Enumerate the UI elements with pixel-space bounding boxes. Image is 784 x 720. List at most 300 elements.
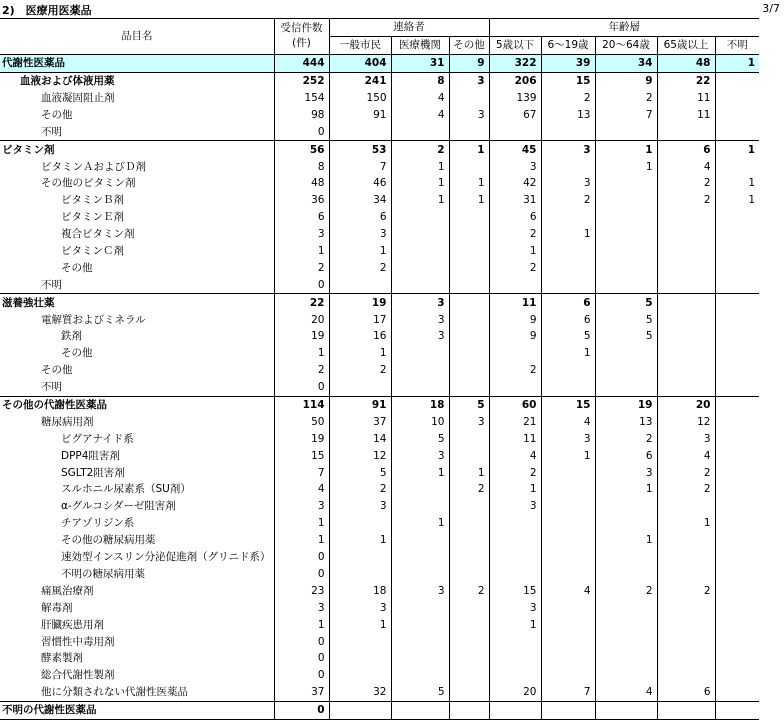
cell-age-under5 xyxy=(489,345,541,362)
cell-age-6-19 xyxy=(541,379,595,396)
cell-general-public: 12 xyxy=(329,447,391,464)
cell-medical-institution xyxy=(391,243,449,260)
row-label: その他のビタミン剤 xyxy=(41,177,136,190)
cell-age-65-plus: 3 xyxy=(657,430,715,447)
cell-contact-other xyxy=(449,243,489,260)
cell-contact-other xyxy=(449,532,489,549)
cell-general-public xyxy=(329,123,391,140)
row-label: 肝臓疾患用剤 xyxy=(41,618,104,631)
cell-age-20-64: 1 xyxy=(595,158,657,175)
cell-medical-institution xyxy=(391,667,449,684)
cell-contact-other xyxy=(449,447,489,464)
cell-general-public xyxy=(329,566,391,583)
cell-age-65-plus xyxy=(657,566,715,583)
cell-age-20-64 xyxy=(595,276,657,293)
cell-age-6-19: 13 xyxy=(541,106,595,123)
cell-age-under5: 21 xyxy=(489,413,541,430)
cell-age-20-64 xyxy=(595,345,657,362)
cell-age-under5 xyxy=(489,566,541,583)
cell-contact-other xyxy=(449,226,489,243)
cell-age-20-64: 5 xyxy=(595,328,657,345)
row-label: 総合代謝性製剤 xyxy=(41,669,115,682)
table-row xyxy=(0,464,759,481)
cell-age-under5: 11 xyxy=(489,430,541,447)
cell-general-public: 1 xyxy=(329,532,391,549)
cell-general-public: 404 xyxy=(329,54,391,72)
cell-age-65-plus xyxy=(657,379,715,396)
cell-age-unknown xyxy=(715,599,759,616)
row-label: ビタミンＢ剤 xyxy=(61,194,124,207)
cell-age-20-64 xyxy=(595,549,657,566)
cell-received: 2 xyxy=(274,362,329,379)
col-header-age-65-plus: 65歳以上 xyxy=(657,36,715,54)
cell-general-public: 37 xyxy=(329,413,391,430)
cell-general-public: 1 xyxy=(329,243,391,260)
row-label: その他の糖尿病用薬 xyxy=(61,534,156,547)
cell-age-under5: 42 xyxy=(489,175,541,192)
cell-age-under5: 15 xyxy=(489,582,541,599)
cell-age-65-plus: 2 xyxy=(657,481,715,498)
cell-age-under5 xyxy=(489,515,541,532)
cell-age-6-19 xyxy=(541,667,595,684)
cell-medical-institution xyxy=(391,566,449,583)
cell-received: 252 xyxy=(274,72,329,89)
cell-medical-institution: 5 xyxy=(391,430,449,447)
cell-age-20-64: 2 xyxy=(595,582,657,599)
cell-age-unknown xyxy=(715,362,759,379)
col-header-age-under5: 5歳以下 xyxy=(489,36,541,54)
table-row xyxy=(0,701,759,719)
cell-medical-institution xyxy=(391,599,449,616)
row-label: 代謝性医薬品 xyxy=(0,54,274,72)
cell-contact-other xyxy=(449,566,489,583)
col-header-medical-institution: 医療機関 xyxy=(391,36,449,54)
cell-age-under5 xyxy=(489,650,541,667)
cell-contact-other xyxy=(449,276,489,293)
cell-contact-other: 3 xyxy=(449,413,489,430)
cell-age-unknown xyxy=(715,701,759,719)
cell-age-unknown xyxy=(715,379,759,396)
cell-general-public: 5 xyxy=(329,464,391,481)
cell-age-6-19: 2 xyxy=(541,90,595,107)
cell-contact-other: 5 xyxy=(449,396,489,413)
cell-age-unknown xyxy=(715,498,759,515)
cell-age-under5: 2 xyxy=(489,226,541,243)
cell-age-6-19 xyxy=(541,276,595,293)
cell-age-20-64 xyxy=(595,566,657,583)
cell-age-65-plus: 2 xyxy=(657,192,715,209)
row-label: DPP4阻害剤 xyxy=(61,449,120,462)
cell-contact-other xyxy=(449,430,489,447)
cell-age-unknown xyxy=(715,106,759,123)
col-header-age-unknown: 不明 xyxy=(715,36,759,54)
cell-general-public: 16 xyxy=(329,328,391,345)
cell-age-under5: 9 xyxy=(489,311,541,328)
cell-age-6-19 xyxy=(541,633,595,650)
table-row xyxy=(0,72,759,89)
row-label: 糖尿病用剤 xyxy=(41,415,94,428)
cell-contact-other xyxy=(449,362,489,379)
cell-age-65-plus xyxy=(657,362,715,379)
row-label: ビグアナイド系 xyxy=(61,432,134,445)
table-row xyxy=(0,599,759,616)
cell-received: 48 xyxy=(274,175,329,192)
cell-age-under5: 3 xyxy=(489,158,541,175)
cell-age-6-19 xyxy=(541,259,595,276)
col-header-general-public: 一般市民 xyxy=(329,36,391,54)
cell-medical-institution: 1 xyxy=(391,192,449,209)
cell-age-under5: 6 xyxy=(489,209,541,226)
cell-general-public xyxy=(329,667,391,684)
cell-medical-institution: 3 xyxy=(391,328,449,345)
cell-age-65-plus xyxy=(657,276,715,293)
cell-received: 15 xyxy=(274,447,329,464)
cell-medical-institution: 31 xyxy=(391,54,449,72)
cell-medical-institution xyxy=(391,650,449,667)
cell-received: 3 xyxy=(274,498,329,515)
cell-age-65-plus xyxy=(657,123,715,140)
table-row xyxy=(0,123,759,140)
cell-contact-other: 1 xyxy=(449,192,489,209)
cell-general-public: 3 xyxy=(329,498,391,515)
cell-age-20-64 xyxy=(595,226,657,243)
cell-general-public xyxy=(329,701,391,719)
cell-contact-other xyxy=(449,667,489,684)
cell-age-unknown xyxy=(715,345,759,362)
cell-age-6-19: 4 xyxy=(541,582,595,599)
cell-medical-institution xyxy=(391,498,449,515)
cell-age-20-64: 34 xyxy=(595,54,657,72)
report-header xyxy=(0,0,784,18)
cell-age-65-plus: 2 xyxy=(657,175,715,192)
cell-medical-institution xyxy=(391,481,449,498)
cell-age-20-64 xyxy=(595,515,657,532)
cell-age-unknown xyxy=(715,464,759,481)
cell-age-unknown xyxy=(715,616,759,633)
cell-age-unknown xyxy=(715,226,759,243)
cell-age-unknown xyxy=(715,633,759,650)
table-row xyxy=(0,209,759,226)
cell-received: 0 xyxy=(274,701,329,719)
cell-age-under5 xyxy=(489,701,541,719)
cell-general-public: 19 xyxy=(329,294,391,311)
row-label: 不明の糖尿病用薬 xyxy=(61,567,145,580)
cell-general-public xyxy=(329,633,391,650)
cell-contact-other xyxy=(449,158,489,175)
cell-age-under5: 3 xyxy=(489,599,541,616)
cell-age-unknown xyxy=(715,209,759,226)
cell-age-65-plus xyxy=(657,498,715,515)
cell-age-6-19: 1 xyxy=(541,226,595,243)
cell-age-6-19: 3 xyxy=(541,430,595,447)
cell-age-unknown xyxy=(715,532,759,549)
cell-age-6-19 xyxy=(541,123,595,140)
cell-age-under5: 9 xyxy=(489,328,541,345)
cell-age-65-plus xyxy=(657,259,715,276)
cell-contact-other: 1 xyxy=(449,464,489,481)
cell-medical-institution: 3 xyxy=(391,582,449,599)
cell-age-65-plus: 6 xyxy=(657,141,715,158)
cell-age-20-64: 2 xyxy=(595,90,657,107)
row-label: 痛風治療剤 xyxy=(41,584,94,597)
cell-medical-institution xyxy=(391,616,449,633)
cell-age-unknown xyxy=(715,311,759,328)
cell-medical-institution: 5 xyxy=(391,684,449,701)
cell-general-public: 150 xyxy=(329,90,391,107)
cell-contact-other: 9 xyxy=(449,54,489,72)
cell-age-65-plus xyxy=(657,633,715,650)
table-row xyxy=(0,175,759,192)
cell-age-65-plus xyxy=(657,209,715,226)
row-label: スルホニル尿素系（SU剤） xyxy=(61,483,191,496)
cell-age-under5 xyxy=(489,123,541,140)
cell-age-unknown xyxy=(715,396,759,413)
cell-medical-institution: 4 xyxy=(391,90,449,107)
cell-age-6-19: 6 xyxy=(541,294,595,311)
cell-age-under5: 67 xyxy=(489,106,541,123)
cell-medical-institution xyxy=(391,701,449,719)
table-row xyxy=(0,633,759,650)
cell-age-65-plus xyxy=(657,549,715,566)
cell-age-6-19: 1 xyxy=(541,345,595,362)
cell-received: 22 xyxy=(274,294,329,311)
cell-age-20-64 xyxy=(595,175,657,192)
cell-age-20-64 xyxy=(595,379,657,396)
table-row xyxy=(0,396,759,413)
table-row xyxy=(0,243,759,260)
cell-age-under5 xyxy=(489,549,541,566)
table-row xyxy=(0,276,759,293)
cell-age-unknown xyxy=(715,515,759,532)
table-row xyxy=(0,54,759,72)
row-label: SGLT2阻害剤 xyxy=(61,466,125,479)
cell-received: 3 xyxy=(274,599,329,616)
cell-age-65-plus: 4 xyxy=(657,158,715,175)
cell-age-under5 xyxy=(489,532,541,549)
cell-age-under5: 1 xyxy=(489,616,541,633)
cell-contact-other xyxy=(449,209,489,226)
cell-age-6-19: 5 xyxy=(541,328,595,345)
cell-received: 23 xyxy=(274,582,329,599)
cell-age-6-19 xyxy=(541,549,595,566)
cell-age-under5: 2 xyxy=(489,259,541,276)
cell-contact-other xyxy=(449,379,489,396)
cell-age-6-19 xyxy=(541,616,595,633)
row-label: ビタミン剤 xyxy=(0,141,274,158)
cell-age-6-19 xyxy=(541,498,595,515)
cell-age-unknown xyxy=(715,123,759,140)
table-row xyxy=(0,345,759,362)
cell-age-65-plus: 22 xyxy=(657,72,715,89)
cell-age-under5 xyxy=(489,276,541,293)
row-label: 解毒剤 xyxy=(41,601,73,614)
table-row xyxy=(0,549,759,566)
cell-age-unknown: 1 xyxy=(715,192,759,209)
table-row xyxy=(0,311,759,328)
cell-received: 36 xyxy=(274,192,329,209)
cell-age-under5: 45 xyxy=(489,141,541,158)
cell-general-public xyxy=(329,515,391,532)
cell-received: 114 xyxy=(274,396,329,413)
row-label: ビタミンＥ剤 xyxy=(61,211,124,224)
cell-age-65-plus xyxy=(657,345,715,362)
cell-age-65-plus xyxy=(657,667,715,684)
cell-age-unknown xyxy=(715,158,759,175)
cell-received: 98 xyxy=(274,106,329,123)
cell-age-unknown xyxy=(715,481,759,498)
table-row xyxy=(0,582,759,599)
cell-received: 444 xyxy=(274,54,329,72)
cell-contact-other xyxy=(449,515,489,532)
cell-received: 0 xyxy=(274,667,329,684)
table-row xyxy=(0,616,759,633)
cell-age-20-64 xyxy=(595,362,657,379)
cell-age-6-19: 2 xyxy=(541,192,595,209)
cell-age-65-plus: 1 xyxy=(657,515,715,532)
row-label: ビタミンＡおよびＤ剤 xyxy=(41,160,146,173)
cell-age-20-64 xyxy=(595,667,657,684)
cell-age-20-64 xyxy=(595,633,657,650)
cell-medical-institution xyxy=(391,549,449,566)
cell-age-6-19: 3 xyxy=(541,175,595,192)
cell-general-public: 53 xyxy=(329,141,391,158)
cell-age-65-plus: 11 xyxy=(657,106,715,123)
cell-received: 2 xyxy=(274,259,329,276)
cell-medical-institution: 1 xyxy=(391,158,449,175)
cell-contact-other xyxy=(449,328,489,345)
row-label: 速効型インスリン分泌促進剤（グリニド系） xyxy=(61,551,271,564)
cell-age-65-plus: 6 xyxy=(657,684,715,701)
cell-age-unknown xyxy=(715,549,759,566)
cell-contact-other xyxy=(449,498,489,515)
table-row xyxy=(0,141,759,158)
section-title: 2) 医療用医薬品 xyxy=(2,4,92,17)
table-row xyxy=(0,684,759,701)
table-row xyxy=(0,259,759,276)
cell-age-65-plus xyxy=(657,294,715,311)
cell-medical-institution: 10 xyxy=(391,413,449,430)
cell-age-20-64 xyxy=(595,650,657,667)
cell-age-65-plus: 48 xyxy=(657,54,715,72)
cell-age-65-plus: 2 xyxy=(657,582,715,599)
cell-medical-institution xyxy=(391,633,449,650)
row-label: 不明 xyxy=(41,278,62,291)
cell-general-public: 32 xyxy=(329,684,391,701)
cell-medical-institution xyxy=(391,209,449,226)
cell-age-under5: 1 xyxy=(489,243,541,260)
row-label: 不明 xyxy=(41,381,62,394)
row-label: 血液および体液用薬 xyxy=(0,72,274,89)
cell-age-under5: 206 xyxy=(489,72,541,89)
cell-age-6-19 xyxy=(541,515,595,532)
cell-age-unknown xyxy=(715,276,759,293)
cell-age-65-plus xyxy=(657,532,715,549)
cell-contact-other xyxy=(449,311,489,328)
row-label: 不明の代謝性医薬品 xyxy=(0,701,274,719)
cell-contact-other xyxy=(449,633,489,650)
cell-general-public: 2 xyxy=(329,259,391,276)
cell-age-65-plus xyxy=(657,328,715,345)
cell-contact-other xyxy=(449,650,489,667)
cell-age-20-64 xyxy=(595,616,657,633)
cell-age-6-19 xyxy=(541,481,595,498)
cell-age-unknown xyxy=(715,430,759,447)
cell-age-20-64: 19 xyxy=(595,396,657,413)
cell-age-under5: 60 xyxy=(489,396,541,413)
cell-medical-institution xyxy=(391,226,449,243)
table-row xyxy=(0,447,759,464)
cell-age-6-19 xyxy=(541,532,595,549)
cell-age-20-64: 6 xyxy=(595,447,657,464)
cell-age-unknown xyxy=(715,582,759,599)
cell-general-public: 2 xyxy=(329,481,391,498)
row-label: ビタミンＣ剤 xyxy=(61,245,124,258)
cell-received: 1 xyxy=(274,616,329,633)
cell-age-unknown xyxy=(715,447,759,464)
cell-age-6-19 xyxy=(541,599,595,616)
drug-consultation-table xyxy=(0,18,759,720)
cell-age-20-64: 2 xyxy=(595,430,657,447)
cell-contact-other xyxy=(449,345,489,362)
cell-age-6-19: 15 xyxy=(541,72,595,89)
cell-general-public: 91 xyxy=(329,396,391,413)
cell-received: 0 xyxy=(274,650,329,667)
table-row xyxy=(0,328,759,345)
cell-medical-institution xyxy=(391,532,449,549)
col-header-age-6-19: 6～19歳 xyxy=(541,36,595,54)
cell-received: 37 xyxy=(274,684,329,701)
cell-age-20-64: 1 xyxy=(595,481,657,498)
cell-age-unknown xyxy=(715,72,759,89)
cell-age-20-64 xyxy=(595,123,657,140)
cell-age-unknown xyxy=(715,566,759,583)
cell-age-20-64: 5 xyxy=(595,311,657,328)
table-row xyxy=(0,192,759,209)
cell-age-20-64 xyxy=(595,259,657,276)
cell-age-6-19: 3 xyxy=(541,141,595,158)
table-row xyxy=(0,413,759,430)
row-label: 鉄剤 xyxy=(61,330,82,343)
cell-age-65-plus xyxy=(657,650,715,667)
cell-age-under5: 3 xyxy=(489,498,541,515)
cell-general-public xyxy=(329,379,391,396)
table-row xyxy=(0,90,759,107)
cell-received: 3 xyxy=(274,226,329,243)
cell-age-unknown xyxy=(715,294,759,311)
cell-age-under5: 1 xyxy=(489,481,541,498)
cell-received: 0 xyxy=(274,123,329,140)
table-body xyxy=(0,54,759,719)
cell-age-under5: 139 xyxy=(489,90,541,107)
cell-medical-institution: 8 xyxy=(391,72,449,89)
cell-age-65-plus xyxy=(657,599,715,616)
cell-age-20-64: 5 xyxy=(595,294,657,311)
cell-age-under5 xyxy=(489,379,541,396)
cell-contact-other xyxy=(449,90,489,107)
row-label: その他 xyxy=(61,261,93,274)
cell-medical-institution xyxy=(391,259,449,276)
cell-contact-other xyxy=(449,123,489,140)
cell-age-unknown: 1 xyxy=(715,54,759,72)
row-label: 酵素製剤 xyxy=(41,652,83,665)
col-header-contact-other: その他 xyxy=(449,36,489,54)
cell-medical-institution xyxy=(391,379,449,396)
cell-age-6-19: 39 xyxy=(541,54,595,72)
cell-received: 56 xyxy=(274,141,329,158)
cell-age-20-64: 13 xyxy=(595,413,657,430)
cell-age-6-19 xyxy=(541,701,595,719)
col-header-age-20-64: 20～64歳 xyxy=(595,36,657,54)
